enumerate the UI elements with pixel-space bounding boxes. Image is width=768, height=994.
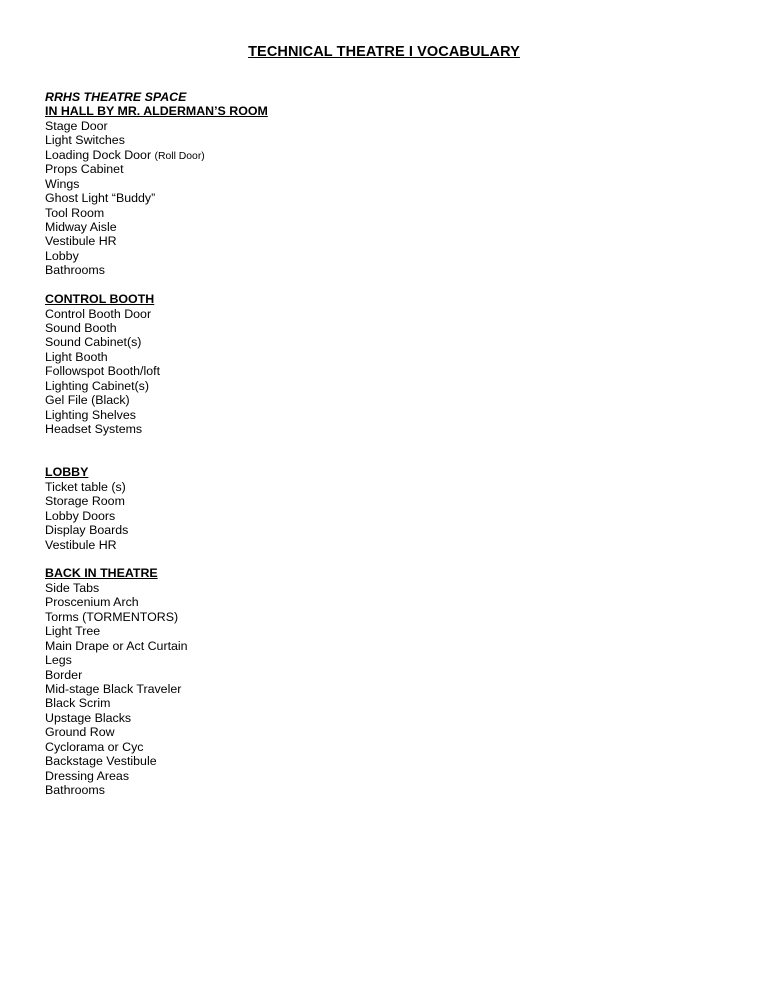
list-item: Main Drape or Act Curtain <box>45 638 188 653</box>
section-heading: CONTROL BOOTH <box>45 292 155 307</box>
list-item: Tool Room <box>45 205 105 220</box>
list-item: Torms (TORMENTORS) <box>45 609 179 624</box>
section-control-booth <box>45 292 545 436</box>
list-item: Light Switches <box>45 133 125 148</box>
list-item: Light Booth <box>45 349 108 364</box>
section-lobby <box>45 465 545 552</box>
list-item: Black Scrim <box>45 696 111 711</box>
list-item: Sound Booth <box>45 321 117 335</box>
document-title: TECHNICAL THEATRE I VOCABULARY <box>248 44 520 60</box>
document-subtitle: RRHS THEATRE SPACE <box>45 90 187 104</box>
list-item: Headset Systems <box>45 422 143 437</box>
list-item: Lobby <box>45 248 79 263</box>
list-item: Lighting Shelves <box>45 407 136 422</box>
list-item: Gel File (Black) <box>45 393 130 408</box>
section-heading: LOBBY <box>45 465 89 480</box>
list-item: Stage Door <box>45 118 108 133</box>
list-item: Vestibule HR <box>45 537 117 552</box>
list-item: Lighting Cabinet(s) <box>45 378 150 393</box>
list-item: Upstage Blacks <box>45 710 132 725</box>
section-heading: BACK IN THEATRE <box>45 566 158 581</box>
list-item: Ticket table (s) <box>45 479 126 494</box>
section-back-in-theatre <box>45 566 545 797</box>
list-item: Display Boards <box>45 523 129 538</box>
list-item: Vestibule HR <box>45 234 117 249</box>
section-heading: IN HALL BY MR. ALDERMAN’S ROOM <box>45 104 268 119</box>
list-item: Dressing Areas <box>45 768 130 783</box>
spacer <box>45 278 545 292</box>
spacer <box>45 552 545 566</box>
section-hall <box>45 104 545 277</box>
list-item: Loading Dock Door (Roll Door) <box>45 147 205 162</box>
list-item: Followspot Booth/loft <box>45 364 161 379</box>
list-item: Cyclorama or Cyc <box>45 739 144 754</box>
document-body <box>45 90 545 797</box>
item-note: (Roll Door) <box>154 150 205 162</box>
list-item: Bathrooms <box>45 783 105 798</box>
list-item: Ghost Light “Buddy” <box>45 191 156 206</box>
list-item: Bathrooms <box>45 263 105 278</box>
list-item: Backstage Vestibule <box>45 754 157 769</box>
list-item: Light Tree <box>45 624 101 639</box>
list-item: Proscenium Arch <box>45 595 139 610</box>
list-item: Legs <box>45 653 72 668</box>
list-item: Lobby Doors <box>45 508 116 523</box>
list-item: Mid-stage Black Traveler <box>45 681 182 696</box>
list-item: Midway Aisle <box>45 219 117 234</box>
list-item: Storage Room <box>45 494 125 509</box>
spacer <box>45 437 545 466</box>
list-item: Ground Row <box>45 725 115 740</box>
list-item: Control Booth Door <box>45 306 152 321</box>
list-item: Wings <box>45 176 80 191</box>
list-item: Sound Cabinet(s) <box>45 335 142 350</box>
list-item: Border <box>45 667 83 682</box>
list-item: Side Tabs <box>45 580 100 595</box>
list-item: Props Cabinet <box>45 162 124 177</box>
